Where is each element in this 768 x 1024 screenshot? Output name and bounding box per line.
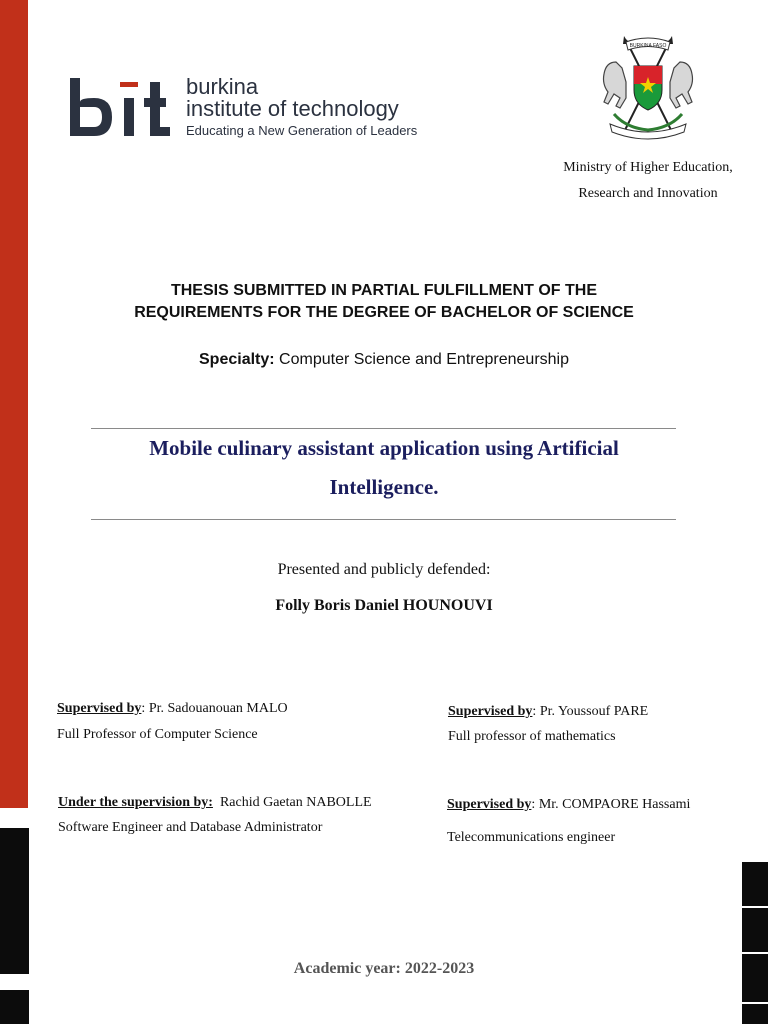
- logo-line-institute: institute of technology: [186, 96, 399, 121]
- left-accent-bar: [0, 0, 28, 808]
- thesis-statement-line-1: THESIS SUBMITTED IN PARTIAL FULFILLMENT OF THE: [170, 282, 598, 299]
- svg-text:BURKINA FASO: BURKINA FASO: [629, 43, 667, 49]
- specialty: [0, 351, 768, 369]
- specialty-label: Specialty:: [199, 351, 275, 368]
- supervisor-name: Rachid Gaetan NABOLLE: [212, 795, 372, 810]
- right-bar-stripe: [742, 952, 768, 954]
- supervisor-1-role: Full Professor of Computer Science: [57, 727, 258, 742]
- bit-logo: [68, 72, 420, 144]
- supervisor-name: Pr. Youssouf PARE: [536, 704, 649, 719]
- logo-line-burkina: burkina: [186, 74, 259, 99]
- left-black-bar-upper: [0, 828, 29, 974]
- burkina-faso-coat-of-arms-icon: [596, 32, 700, 142]
- ministry-line-2: Research and Innovation: [578, 186, 718, 201]
- specialty-value: Computer Science and Entrepreneurship: [279, 351, 569, 368]
- supervisor-3: [58, 795, 372, 811]
- supervisor-4-role: Telecommunications engineer: [447, 830, 616, 845]
- supervisor-1: Supervised by: Pr. Sadouanouan MALO: [57, 701, 288, 716]
- supervisor-label: Supervised by: [57, 701, 142, 716]
- supervisor-3-role: Software Engineer and Database Administrator: [58, 820, 323, 835]
- title-rule-bottom: [91, 519, 676, 520]
- supervisor-label: Under the supervision by:: [58, 795, 213, 810]
- ministry-line-1: Ministry of Higher Education,: [563, 160, 733, 175]
- left-black-bar-lower: [0, 990, 29, 1024]
- supervisor-label: Supervised by: [447, 797, 532, 812]
- supervisor-name: Mr. COMPAORE Hassami: [535, 797, 691, 812]
- thesis-title-line-1: Mobile culinary assistant application using Artificial: [149, 436, 619, 460]
- supervisor-name: Pr. Sadouanouan MALO: [145, 701, 288, 716]
- author-name: Folly Boris Daniel HOUNOUVI: [275, 597, 493, 614]
- academic-year: Academic year: 2022-2023: [293, 960, 475, 977]
- title-rule-top: [91, 428, 676, 429]
- right-bar-stripe: [742, 1002, 768, 1004]
- logo-tagline: Educating a New Generation of Leaders: [186, 123, 418, 138]
- right-black-bar: [742, 862, 768, 1024]
- thesis-statement-line-2: REQUIREMENTS FOR THE DEGREE OF BACHELOR OF SCIENCE: [134, 304, 634, 321]
- thesis-title-line-2: Intelligence.: [329, 475, 439, 499]
- supervisor-2-role: Full professor of mathematics: [448, 729, 616, 744]
- supervisor-4: Supervised by: Mr. COMPAORE Hassami: [447, 797, 691, 812]
- bit-logo-mark: [68, 72, 182, 144]
- right-bar-stripe: [742, 906, 768, 908]
- presented-label: Presented and publicly defended:: [277, 561, 491, 578]
- supervisor-label: Supervised by: [448, 704, 533, 719]
- supervisor-2: Supervised by: Pr. Youssouf PARE: [448, 704, 649, 719]
